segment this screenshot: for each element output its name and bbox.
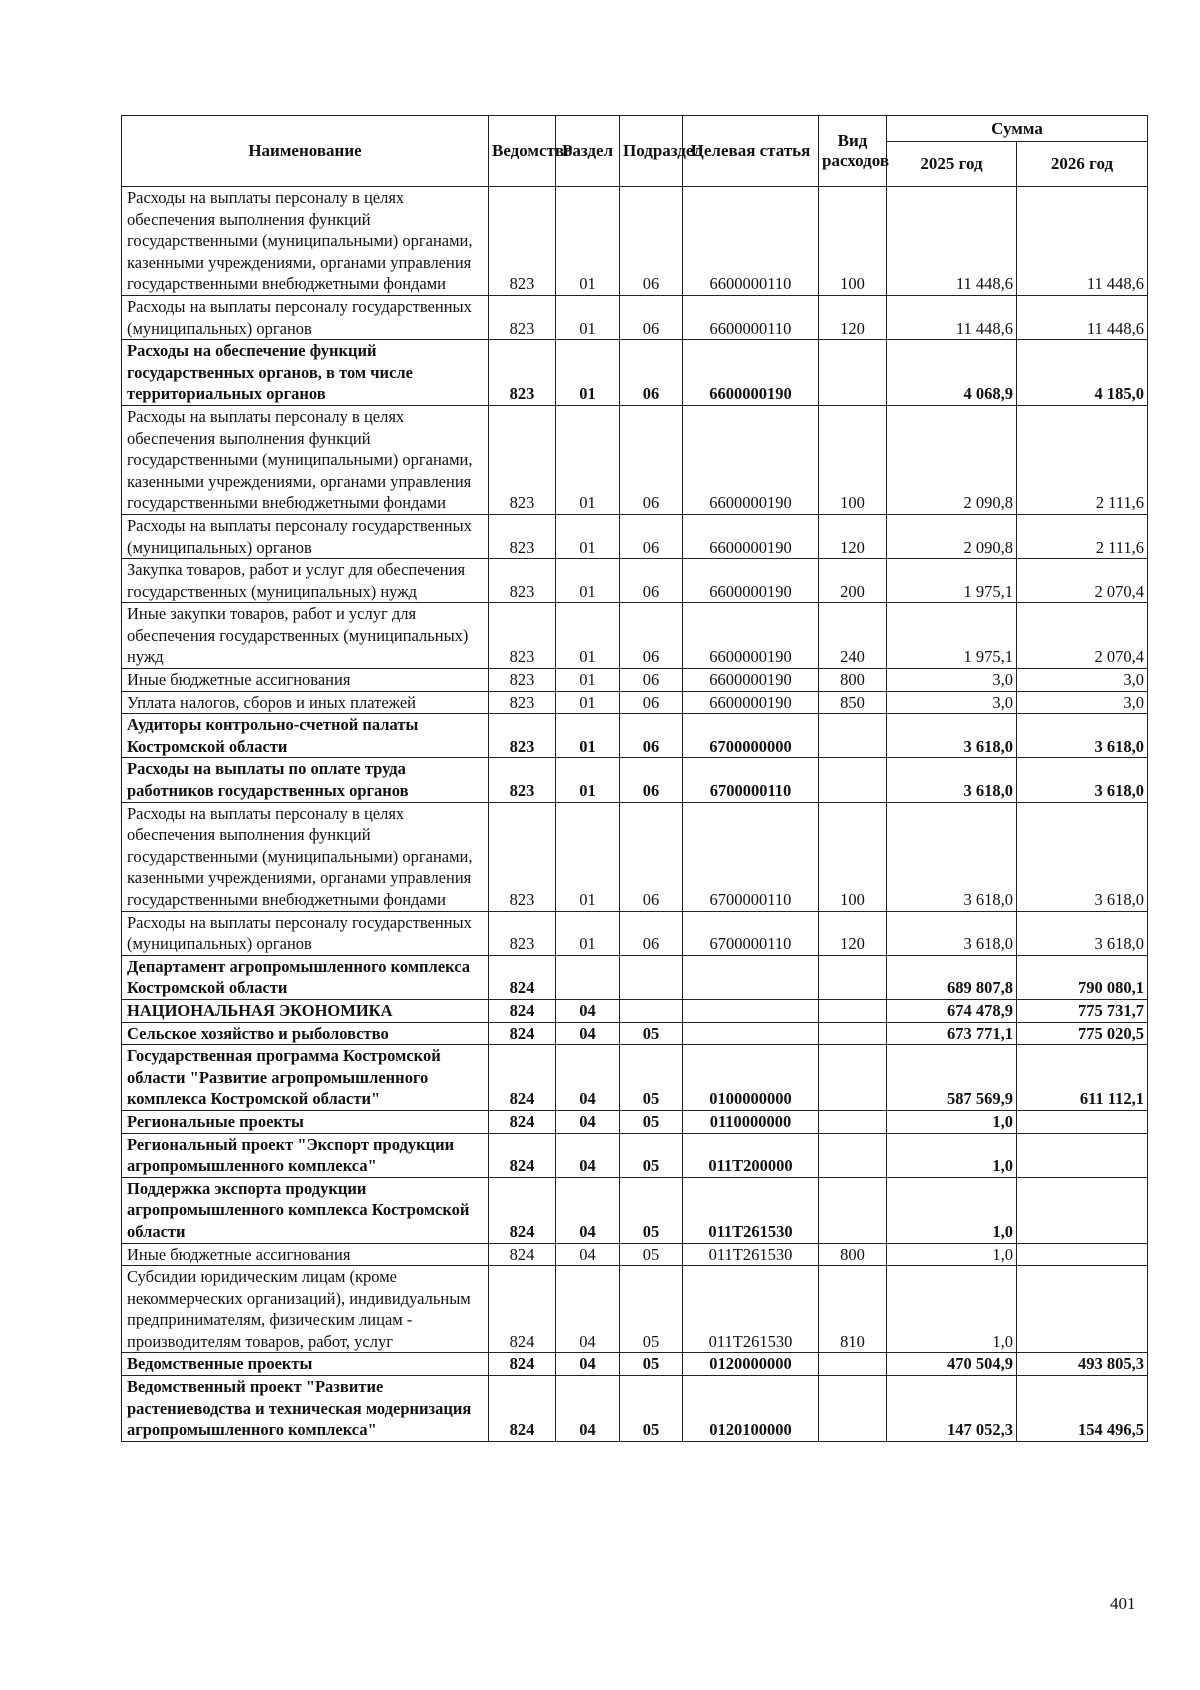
row-dept-cell: 824 <box>489 1243 556 1266</box>
table-row <box>122 955 1148 999</box>
row-name-cell: Расходы на выплаты персоналу государственных (муниципальных) органов <box>122 295 489 339</box>
row-name-cell: Расходы на выплаты персоналу государственных (муниципальных) органов <box>122 514 489 558</box>
row-name-cell: Расходы на выплаты персоналу государственных (муниципальных) органов <box>122 911 489 955</box>
row-dept-cell: 824 <box>489 1376 556 1442</box>
row-2025-cell: 1,0 <box>887 1266 1017 1353</box>
row-2026-cell: 3 618,0 <box>1017 758 1148 802</box>
row-dept-cell: 823 <box>489 559 556 603</box>
row-2025-cell: 2 090,8 <box>887 514 1017 558</box>
row-section-cell: 01 <box>556 669 620 692</box>
table-row <box>122 714 1148 758</box>
row-subsection-cell: 06 <box>620 911 683 955</box>
row-expense-type-cell: 100 <box>819 187 887 296</box>
row-dept-cell: 823 <box>489 691 556 714</box>
row-expense-type-cell <box>819 1376 887 1442</box>
row-name-cell: Поддержка экспорта продукции агропромышленного комплекса Костромской области <box>122 1177 489 1243</box>
row-section-cell: 04 <box>556 1376 620 1442</box>
table-row <box>122 1266 1148 1353</box>
row-dept-cell: 824 <box>489 1177 556 1243</box>
row-2026-cell: 775 731,7 <box>1017 999 1148 1022</box>
row-dept-cell: 823 <box>489 340 556 406</box>
row-target-cell: 6600000190 <box>683 340 819 406</box>
row-name-cell: Расходы на выплаты по оплате труда работников государственных органов <box>122 758 489 802</box>
row-name-cell: Расходы на обеспечение функций государственных органов, в том числе территориальных органов <box>122 340 489 406</box>
row-name-cell: Иные бюджетные ассигнования <box>122 669 489 692</box>
row-2026-cell: 3 618,0 <box>1017 802 1148 911</box>
row-section-cell: 01 <box>556 758 620 802</box>
row-2025-cell: 4 068,9 <box>887 340 1017 406</box>
table-row <box>122 1133 1148 1177</box>
row-subsection-cell: 05 <box>620 1133 683 1177</box>
row-2025-cell: 11 448,6 <box>887 187 1017 296</box>
row-expense-type-cell: 120 <box>819 514 887 558</box>
row-target-cell: 0120100000 <box>683 1376 819 1442</box>
row-dept-cell: 823 <box>489 802 556 911</box>
row-name-cell: Иные бюджетные ассигнования <box>122 1243 489 1266</box>
row-subsection-cell: 06 <box>620 340 683 406</box>
row-2026-cell: 154 496,5 <box>1017 1376 1148 1442</box>
row-expense-type-cell: 800 <box>819 1243 887 1266</box>
row-2025-cell: 1 975,1 <box>887 559 1017 603</box>
row-dept-cell: 823 <box>489 187 556 296</box>
row-section-cell: 01 <box>556 514 620 558</box>
row-subsection-cell: 05 <box>620 1243 683 1266</box>
row-expense-type-cell <box>819 758 887 802</box>
row-2026-cell: 611 112,1 <box>1017 1045 1148 1111</box>
row-target-cell: 6600000190 <box>683 559 819 603</box>
row-target-cell: 6600000110 <box>683 187 819 296</box>
table-row <box>122 1045 1148 1111</box>
row-2026-cell: 2 111,6 <box>1017 514 1148 558</box>
header-target: Целевая статья <box>683 116 819 187</box>
row-dept-cell: 824 <box>489 1353 556 1376</box>
table-row <box>122 1376 1148 1442</box>
row-dept-cell: 823 <box>489 714 556 758</box>
row-2025-cell: 2 090,8 <box>887 405 1017 514</box>
row-target-cell: 6600000190 <box>683 405 819 514</box>
row-section-cell: 01 <box>556 187 620 296</box>
row-subsection-cell: 05 <box>620 1353 683 1376</box>
row-name-cell: Ведомственный проект "Развитие растениеводства и техническая модернизация агропромышленного комплекса" <box>122 1376 489 1442</box>
row-dept-cell: 823 <box>489 758 556 802</box>
row-expense-type-cell <box>819 1022 887 1045</box>
table-row <box>122 187 1148 296</box>
row-section-cell: 04 <box>556 999 620 1022</box>
row-2026-cell: 790 080,1 <box>1017 955 1148 999</box>
row-2025-cell: 1,0 <box>887 1110 1017 1133</box>
row-subsection-cell: 06 <box>620 514 683 558</box>
row-section-cell: 01 <box>556 802 620 911</box>
row-subsection-cell: 06 <box>620 405 683 514</box>
row-expense-type-cell: 120 <box>819 295 887 339</box>
table-row <box>122 405 1148 514</box>
row-2025-cell: 587 569,9 <box>887 1045 1017 1111</box>
row-dept-cell: 824 <box>489 955 556 999</box>
row-section-cell: 04 <box>556 1110 620 1133</box>
table-row <box>122 691 1148 714</box>
row-2025-cell: 3 618,0 <box>887 911 1017 955</box>
row-section-cell: 04 <box>556 1266 620 1353</box>
row-dept-cell: 824 <box>489 1266 556 1353</box>
row-section-cell: 04 <box>556 1045 620 1111</box>
row-target-cell: 011T261530 <box>683 1243 819 1266</box>
row-name-cell: Расходы на выплаты персоналу в целях обеспечения выполнения функций государственными (муниципальными) органами, казенными учреждениями, органами управления государственными внебюджетными фондами <box>122 802 489 911</box>
row-2025-cell: 3 618,0 <box>887 802 1017 911</box>
row-target-cell: 011T261530 <box>683 1177 819 1243</box>
row-name-cell: Ведомственные проекты <box>122 1353 489 1376</box>
row-subsection-cell: 06 <box>620 802 683 911</box>
row-target-cell: 6600000190 <box>683 514 819 558</box>
row-subsection-cell: 05 <box>620 1022 683 1045</box>
row-name-cell: Аудиторы контрольно-счетной палаты Костромской области <box>122 714 489 758</box>
row-name-cell: Иные закупки товаров, работ и услуг для обеспечения государственных (муниципальных) нужд <box>122 603 489 669</box>
row-target-cell: 0100000000 <box>683 1045 819 1111</box>
row-target-cell: 6600000190 <box>683 669 819 692</box>
row-target-cell <box>683 999 819 1022</box>
row-subsection-cell: 06 <box>620 669 683 692</box>
row-name-cell: Сельское хозяйство и рыболовство <box>122 1022 489 1045</box>
row-dept-cell: 823 <box>489 603 556 669</box>
row-expense-type-cell: 240 <box>819 603 887 669</box>
row-section-cell: 01 <box>556 691 620 714</box>
row-2025-cell: 3 618,0 <box>887 714 1017 758</box>
header-sum: Сумма <box>887 116 1148 142</box>
page-number: 401 <box>1110 1594 1136 1613</box>
row-dept-cell: 824 <box>489 1045 556 1111</box>
row-target-cell: 011T200000 <box>683 1133 819 1177</box>
table-row <box>122 802 1148 911</box>
row-section-cell <box>556 955 620 999</box>
row-2025-cell: 1,0 <box>887 1243 1017 1266</box>
row-subsection-cell: 06 <box>620 714 683 758</box>
row-section-cell: 04 <box>556 1177 620 1243</box>
row-expense-type-cell <box>819 340 887 406</box>
row-dept-cell: 823 <box>489 911 556 955</box>
row-target-cell: 6600000190 <box>683 603 819 669</box>
row-expense-type-cell <box>819 714 887 758</box>
row-2025-cell: 470 504,9 <box>887 1353 1017 1376</box>
row-name-cell: Расходы на выплаты персоналу в целях обеспечения выполнения функций государственными (муниципальными) органами, казенными учреждениями, органами управления государственными внебюджетными фондами <box>122 187 489 296</box>
row-subsection-cell: 06 <box>620 187 683 296</box>
header-expense-type: Вид расходов <box>819 116 887 187</box>
row-target-cell <box>683 1022 819 1045</box>
row-2025-cell: 689 807,8 <box>887 955 1017 999</box>
header-name: Наименование <box>122 116 489 187</box>
row-expense-type-cell: 810 <box>819 1266 887 1353</box>
table-row <box>122 758 1148 802</box>
row-name-cell: НАЦИОНАЛЬНАЯ ЭКОНОМИКА <box>122 999 489 1022</box>
row-section-cell: 01 <box>556 405 620 514</box>
row-expense-type-cell <box>819 1110 887 1133</box>
table-row <box>122 603 1148 669</box>
row-2026-cell: 4 185,0 <box>1017 340 1148 406</box>
row-2026-cell: 11 448,6 <box>1017 295 1148 339</box>
row-name-cell: Государственная программа Костромской области "Развитие агропромышленного комплекса Костромской области" <box>122 1045 489 1111</box>
table-row <box>122 1243 1148 1266</box>
row-section-cell: 01 <box>556 559 620 603</box>
row-expense-type-cell: 100 <box>819 405 887 514</box>
row-dept-cell: 824 <box>489 1110 556 1133</box>
row-dept-cell: 823 <box>489 514 556 558</box>
row-target-cell: 6700000110 <box>683 911 819 955</box>
row-2025-cell: 3,0 <box>887 669 1017 692</box>
row-expense-type-cell: 200 <box>819 559 887 603</box>
table-row <box>122 514 1148 558</box>
row-section-cell: 01 <box>556 714 620 758</box>
row-subsection-cell: 06 <box>620 559 683 603</box>
row-dept-cell: 823 <box>489 295 556 339</box>
row-2025-cell: 147 052,3 <box>887 1376 1017 1442</box>
table-row <box>122 295 1148 339</box>
header-dept: Ведомство <box>489 116 556 187</box>
row-2025-cell: 3 618,0 <box>887 758 1017 802</box>
row-subsection-cell: 06 <box>620 758 683 802</box>
row-2026-cell: 2 070,4 <box>1017 603 1148 669</box>
row-target-cell: 6700000000 <box>683 714 819 758</box>
row-2026-cell: 3 618,0 <box>1017 714 1148 758</box>
table-row <box>122 999 1148 1022</box>
row-section-cell: 04 <box>556 1243 620 1266</box>
row-section-cell: 04 <box>556 1022 620 1045</box>
row-subsection-cell: 05 <box>620 1177 683 1243</box>
row-expense-type-cell <box>819 1045 887 1111</box>
row-2026-cell: 493 805,3 <box>1017 1353 1148 1376</box>
table-row <box>122 1353 1148 1376</box>
row-subsection-cell: 05 <box>620 1110 683 1133</box>
row-dept-cell: 824 <box>489 1022 556 1045</box>
row-section-cell: 04 <box>556 1133 620 1177</box>
row-subsection-cell <box>620 999 683 1022</box>
row-2026-cell <box>1017 1266 1148 1353</box>
row-target-cell: 6700000110 <box>683 802 819 911</box>
row-target-cell: 0110000000 <box>683 1110 819 1133</box>
header-2026: 2026 год <box>1017 142 1148 187</box>
row-2025-cell: 1,0 <box>887 1133 1017 1177</box>
row-section-cell: 01 <box>556 340 620 406</box>
row-expense-type-cell: 120 <box>819 911 887 955</box>
row-target-cell: 0120000000 <box>683 1353 819 1376</box>
table-body <box>122 187 1148 1442</box>
row-expense-type-cell: 100 <box>819 802 887 911</box>
row-target-cell <box>683 955 819 999</box>
row-section-cell: 04 <box>556 1353 620 1376</box>
row-2026-cell <box>1017 1133 1148 1177</box>
row-expense-type-cell <box>819 999 887 1022</box>
table-row <box>122 1177 1148 1243</box>
row-2026-cell: 775 020,5 <box>1017 1022 1148 1045</box>
header-section: Раздел <box>556 116 620 187</box>
row-2026-cell: 3,0 <box>1017 691 1148 714</box>
row-2026-cell <box>1017 1243 1148 1266</box>
row-2026-cell: 2 070,4 <box>1017 559 1148 603</box>
row-target-cell: 011T261530 <box>683 1266 819 1353</box>
row-subsection-cell <box>620 955 683 999</box>
row-expense-type-cell <box>819 1177 887 1243</box>
row-name-cell: Субсидии юридическим лицам (кроме некоммерческих организаций), индивидуальным предпринимателям, физическим лицам - производителям товаров, работ, услуг <box>122 1266 489 1353</box>
row-expense-type-cell: 850 <box>819 691 887 714</box>
row-section-cell: 01 <box>556 911 620 955</box>
header-subsection: Подраздел <box>620 116 683 187</box>
row-name-cell: Уплата налогов, сборов и иных платежей <box>122 691 489 714</box>
row-subsection-cell: 06 <box>620 691 683 714</box>
row-2026-cell <box>1017 1177 1148 1243</box>
row-2025-cell: 1,0 <box>887 1177 1017 1243</box>
table-header <box>122 116 1148 187</box>
row-name-cell: Региональные проекты <box>122 1110 489 1133</box>
row-2026-cell: 2 111,6 <box>1017 405 1148 514</box>
row-subsection-cell: 06 <box>620 603 683 669</box>
table-row <box>122 559 1148 603</box>
table-row <box>122 1022 1148 1045</box>
row-2026-cell: 3,0 <box>1017 669 1148 692</box>
row-expense-type-cell: 800 <box>819 669 887 692</box>
table-row <box>122 669 1148 692</box>
row-2025-cell: 11 448,6 <box>887 295 1017 339</box>
row-dept-cell: 824 <box>489 999 556 1022</box>
row-subsection-cell: 05 <box>620 1266 683 1353</box>
header-2025: 2025 год <box>887 142 1017 187</box>
row-name-cell: Закупка товаров, работ и услуг для обеспечения государственных (муниципальных) нужд <box>122 559 489 603</box>
row-2025-cell: 674 478,9 <box>887 999 1017 1022</box>
row-name-cell: Региональный проект "Экспорт продукции агропромышленного комплекса" <box>122 1133 489 1177</box>
row-target-cell: 6600000190 <box>683 691 819 714</box>
row-dept-cell: 824 <box>489 1133 556 1177</box>
row-target-cell: 6700000110 <box>683 758 819 802</box>
table-row <box>122 1110 1148 1133</box>
row-name-cell: Расходы на выплаты персоналу в целях обеспечения выполнения функций государственными (муниципальными) органами, казенными учреждениями, органами управления государственными внебюджетными фондами <box>122 405 489 514</box>
row-subsection-cell: 05 <box>620 1045 683 1111</box>
row-dept-cell: 823 <box>489 405 556 514</box>
row-2025-cell: 673 771,1 <box>887 1022 1017 1045</box>
row-expense-type-cell <box>819 1133 887 1177</box>
budget-table <box>121 115 1148 1442</box>
row-subsection-cell: 06 <box>620 295 683 339</box>
row-subsection-cell: 05 <box>620 1376 683 1442</box>
table-row <box>122 911 1148 955</box>
row-2026-cell: 11 448,6 <box>1017 187 1148 296</box>
row-2026-cell: 3 618,0 <box>1017 911 1148 955</box>
row-dept-cell: 823 <box>489 669 556 692</box>
row-expense-type-cell <box>819 955 887 999</box>
row-section-cell: 01 <box>556 295 620 339</box>
row-target-cell: 6600000110 <box>683 295 819 339</box>
row-expense-type-cell <box>819 1353 887 1376</box>
row-section-cell: 01 <box>556 603 620 669</box>
row-name-cell: Департамент агропромышленного комплекса Костромской области <box>122 955 489 999</box>
table-row <box>122 340 1148 406</box>
row-2026-cell <box>1017 1110 1148 1133</box>
row-2025-cell: 1 975,1 <box>887 603 1017 669</box>
row-2025-cell: 3,0 <box>887 691 1017 714</box>
